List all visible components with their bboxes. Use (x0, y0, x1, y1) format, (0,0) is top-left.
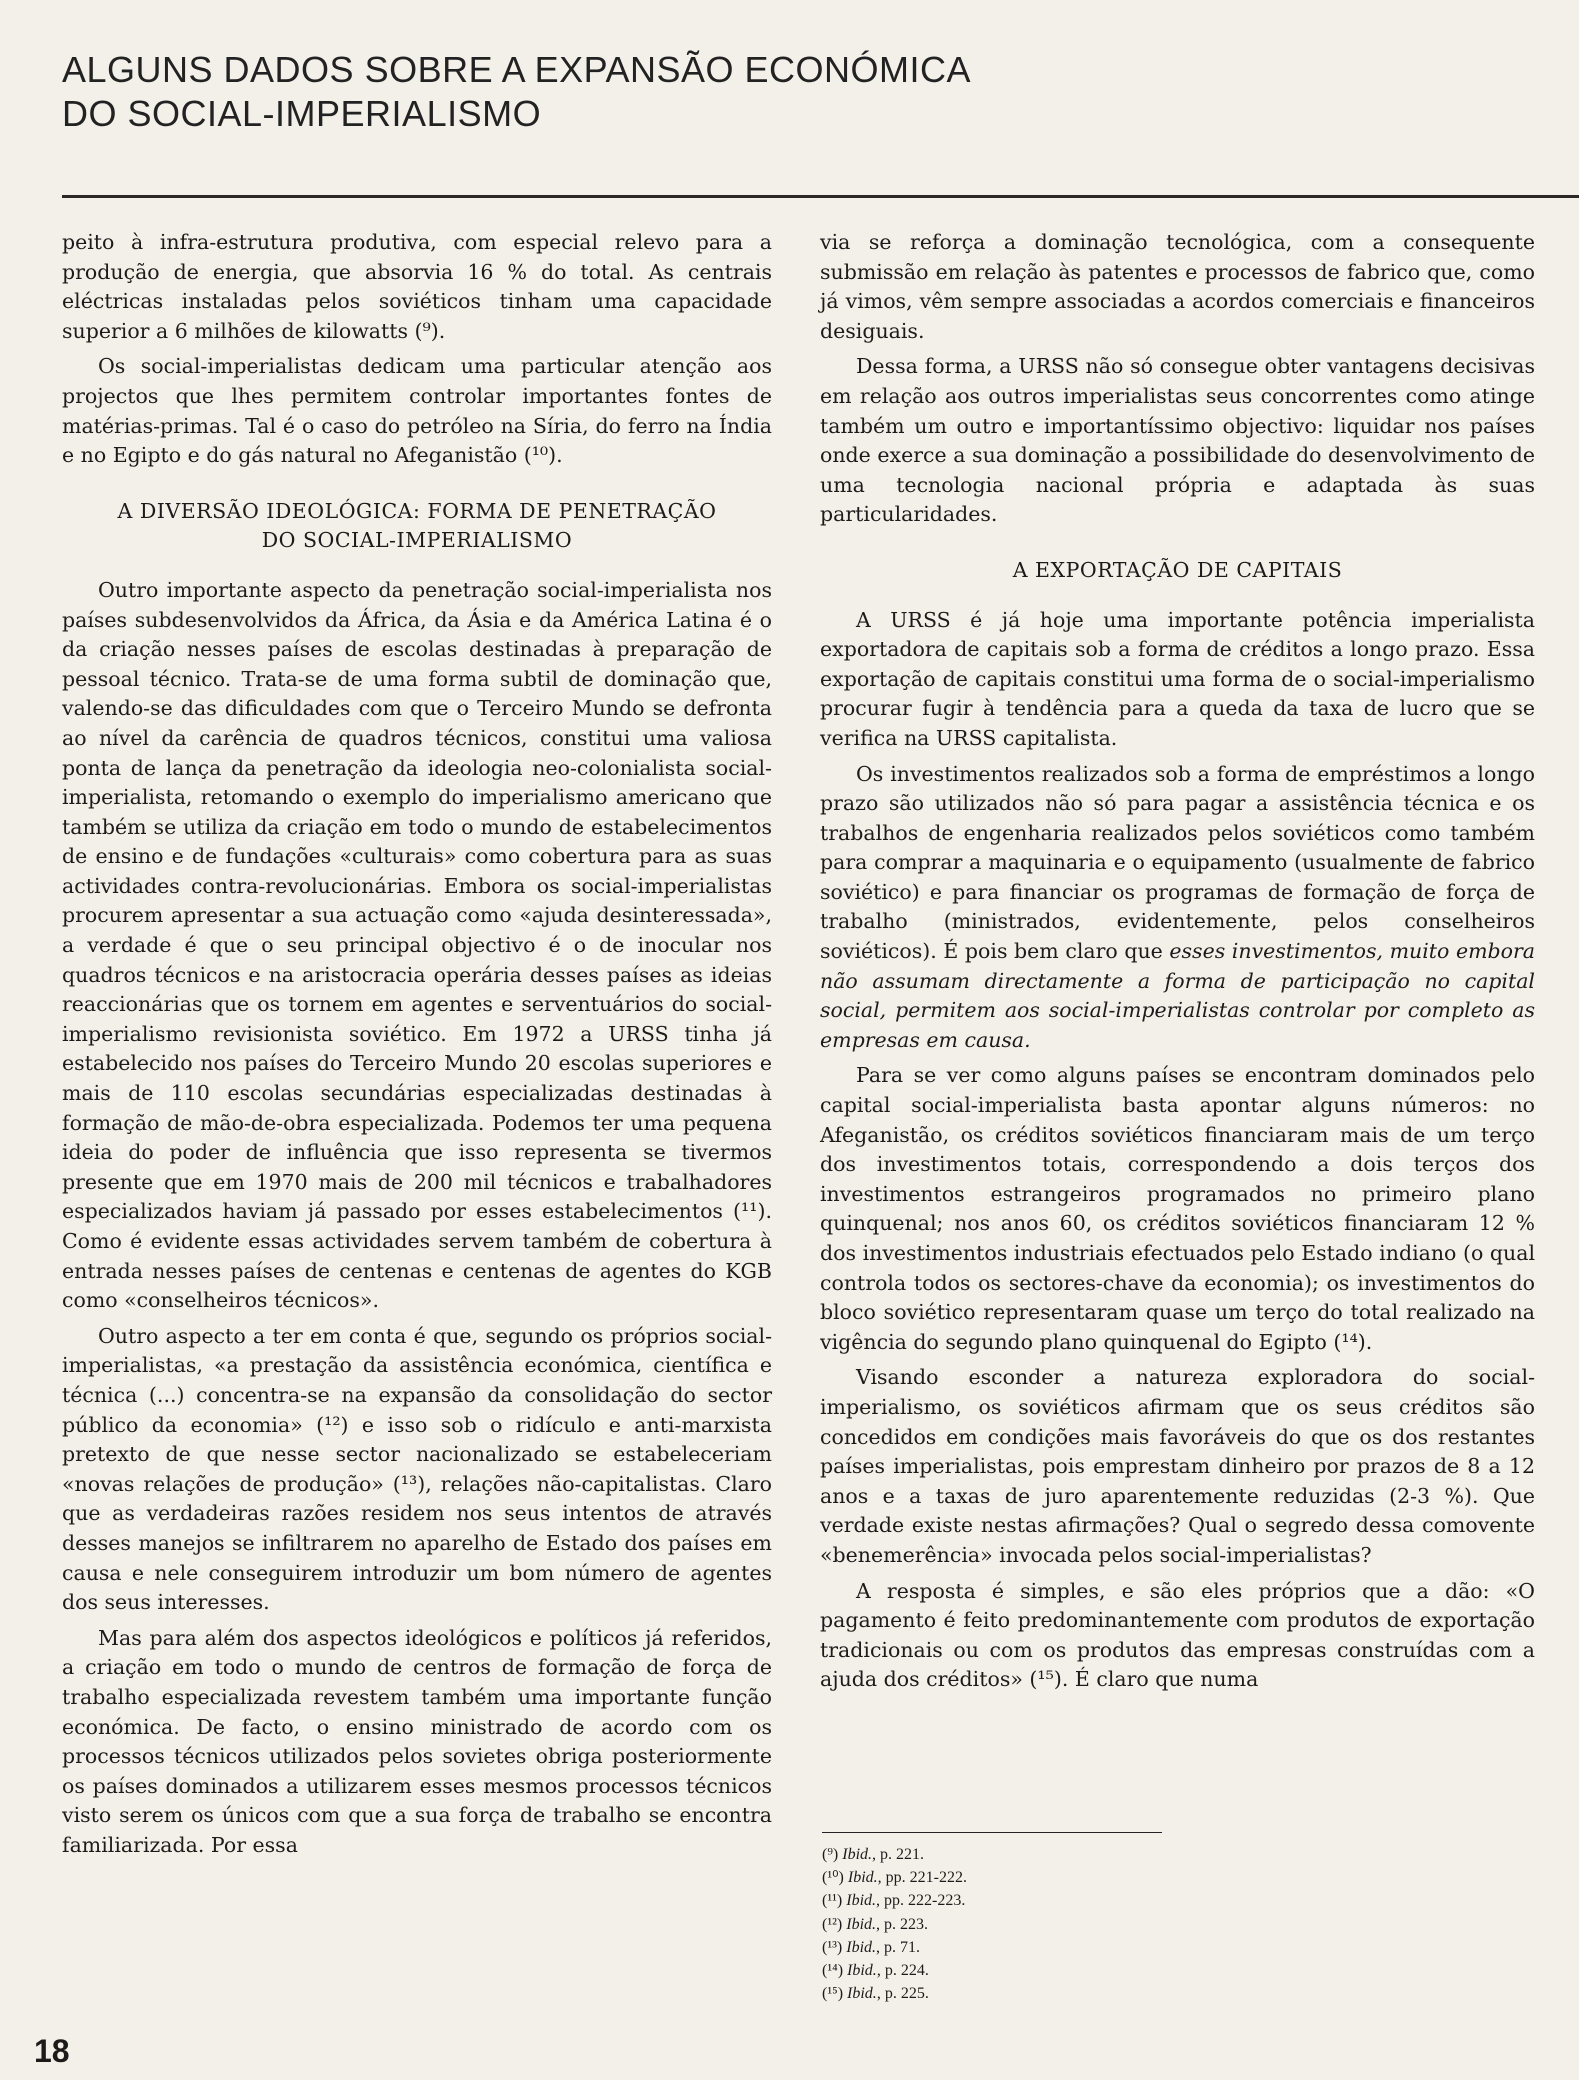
footnote-number: (¹¹) (822, 1892, 843, 1910)
paragraph: Visando esconder a natureza exploradora do social-imperialismo, os soviéticos afirmam que os seus créditos são concedidos em condições mais favoráveis do que os dos restantes países imperialistas, pois emprestam dinheiro por prazos de 8 a 12 anos e a taxas de juro aparentemente reduzidas (2-3 %). Que verdade existe nestas afirmações? Qual o segredo dessa comovente «benemerência» invocada pelos social-imperialistas? (820, 1365, 1535, 1567)
footnote-ref: Ibid. (842, 1846, 873, 1863)
header-title-line2: DO SOCIAL-IMPERIALISMO (62, 93, 542, 134)
footnote-page: , pp. 221-222. (877, 1869, 967, 1887)
paragraph: Mas para além dos aspectos ideológicos e políticos já referidos, a criação em todo o mundo de centros de formação de força de trabalho especializada revestem também uma importante função económica. De facto, o ensino ministrado de acordo com os processos técnicos utilizados pelos sovietes obriga posteriormente os países dominados a utilizarem esses mesmos processos técnicos visto serem os únicos com que a sua força de trabalho se encontra familiarizada. Por essa (62, 1625, 772, 1857)
footnote-page: , p. 223. (876, 1915, 929, 1933)
footnote (822, 1936, 1162, 1959)
footnote-number: (¹⁵) (822, 1985, 844, 2003)
footnote-number: (¹²) (822, 1915, 843, 1933)
footnote (822, 1866, 1162, 1889)
paragraph (820, 760, 1535, 1056)
footnote-ref: Ibid. (847, 1962, 877, 1980)
footnote-ref: Ibid. (846, 1938, 877, 1956)
paragraph: A resposta é simples, e são eles próprios que a dão: «O pagamento é feito predominantemente com produtos de exportação tradicionais ou com os produtos das empresas construídas com a ajuda dos créditos» (¹⁵). É claro que numa (820, 1578, 1535, 1692)
section-heading-capitais: A EXPORTAÇÃO DE CAPITAIS (1012, 557, 1343, 582)
paragraph: Outro importante aspecto da penetração social-imperialista nos países subdesenvolvidos da África, da Ásia e da América Latina é o da criação nesses países de escolas destinadas à preparação de pessoal técnico. Trata-se de uma forma subtil de dominação que, valendo-se das dificuldades com que o Terceiro Mundo se defronta ao nível da carência de quadros técnicos, constitui uma valiosa ponta de lança da penetração da ideologia neo-colonialista social-imperialista, retomando o exemplo do imperialismo americano que também se utiliza da criação em todo o mundo de estabelecimentos de ensino e de fundações «culturais» como cobertura para as suas actividades contra-revolucionárias. Embora os social-imperialistas procurem apresentar a sua actuação como «ajuda desinteressada», a verdade é que o seu principal objectivo é o de inocular nos quadros técnicos e na aristocracia operária desses países as ideias reaccionárias que os tornem em agentes e serventuários do social-imperialismo revisionista soviético. Em 1972 a URSS tinha já estabelecido nos países do Terceiro Mundo 20 escolas superiores e mais de 110 escolas secundárias especializadas destinadas à formação de mão-de-obra especializada. Podemos ter uma pequena ideia do poder de influência que isso representa se tivermos presente que em 1970 mais de 200 mil técnicos e trabalhadores especializados haviam já passado por esses estabelecimentos (¹¹). Como é evidente essas actividades servem também de cobertura à entrada nesses países de centenas e centenas de agentes do KGB como «conselheiros técnicos». (62, 577, 772, 1313)
footnote (822, 1889, 1162, 1912)
paragraph: Os social-imperialistas dedicam uma particular atenção aos projectos que lhes permitem controlar importantes fontes de matérias-primas. Tal é o caso do petróleo na Síria, do ferro na Índia e no Egipto e do gás natural no Afeganistão (¹⁰). (62, 354, 772, 468)
footnote-number: (⁹) (822, 1846, 839, 1863)
footnote-page: , p. 221. (872, 1846, 925, 1863)
footnote-page: , p. 225. (876, 1985, 929, 2003)
paragraph: peito à infra-estrutura produtiva, com especial relevo para a produção de energia, que absorvia 16 % do total. As centrais eléctricas instaladas pelos soviéticos tinham uma capacidade superior a 6 milhões de kilowatts (⁹). (62, 230, 772, 343)
paragraph: A URSS é já hoje uma importante potência imperialista exportadora de capitais sob a forma de créditos a longo prazo. Essa exportação de capitais constitui uma forma de o social-imperialismo procurar fugir à tendência para a queda da taxa de lucro que se verifica na URSS capitalista. (820, 607, 1535, 750)
paragraph: Dessa forma, a URSS não só consegue obter vantagens decisivas em relação aos outros imperialistas seus concorrentes como atinge também um outro e importantíssimo objectivo: liquidar nos países onde exerce a sua dominação a possibilidade do desenvolvimento de uma tecnologia nacional própria e adaptada às suas particularidades. (820, 354, 1535, 527)
paragraph: via se reforça a dominação tecnológica, com a consequente submissão em relação às patentes e processos de fabrico que, como já vimos, vêm sempre associadas a acordos comerciais e financeiros desiguais. (820, 230, 1535, 343)
paragraph: Outro aspecto a ter em conta é que, segundo os próprios social-imperialistas, «a prestação da assistência económica, científica e técnica (...) concentra-se na expansão da consolidação do sector público da economia» (¹²) e isso sob o ridículo e anti-marxista pretexto de que nesse sector nacionalizado se estabeleceriam «novas relações de produção» (¹³), relações não-capitalistas. Claro que as verdadeiras razões residem nos seus intentos de através desses manejos se infiltrarem no aparelho de Estado dos países em causa e nele conseguirem introduzir um bom número de agentes dos seus interesses. (62, 1323, 772, 1615)
footnote (822, 1843, 1162, 1866)
section-heading-line1: A DIVERSÃO IDEOLÓGICA: FORMA DE PENETRAÇÃO (117, 498, 717, 523)
footnote-ref: Ibid. (846, 1915, 877, 1933)
left-column (62, 228, 772, 1866)
paragraph: Para se ver como alguns países se encontram dominados pelo capital social-imperialista basta apontar alguns números: no Afeganistão, os créditos soviéticos financiaram mais de um terço dos investimentos totais, correspondendo a dois terços dos investimentos estrangeiros programados no primeiro plano quinquenal; nos anos 60, os créditos soviéticos financiaram 12 % dos investimentos industriais efectuados pelo Estado indiano (o qual controla todos os sectores-chave da economia); os investimentos do bloco soviético representaram quase um terço do total realizado na vigência do segundo plano quinquenal do Egipto (¹⁴). (820, 1063, 1535, 1354)
footnote-number: (¹⁰) (822, 1869, 844, 1887)
footnote-page: , p. 224. (876, 1962, 929, 1980)
header-title-line1: ALGUNS DADOS SOBRE A EXPANSÃO ECONÓMICA (62, 49, 972, 90)
footnote-number: (¹⁴) (822, 1962, 844, 1980)
footnote-page: , p. 71. (876, 1938, 921, 1956)
page-header (62, 48, 971, 136)
footnote-number: (¹³) (822, 1938, 843, 1956)
footnote (822, 1982, 1162, 2005)
footnote (822, 1913, 1162, 1936)
footnote-ref: Ibid. (847, 1985, 877, 2003)
footnote-ref: Ibid. (846, 1892, 877, 1910)
paragraph-text: Os investimentos realizados sob a forma de empréstimos a longo prazo são utilizados não só para pagar a assistência técnica e os trabalhos de engenharia realizados pelos soviéticos como também para comprar a maquinaria e o equipamento (usualmente de fabrico soviético) e para financiar os programas de formação de força de trabalho (ministrados, evidentemente, pelos conselheiros soviéticos). É pois bem claro que (820, 761, 1535, 964)
emphasized-text: esses investimentos, muito embora não assumam directamente a forma de participação no capital social, permitem aos social-imperialistas controlar por completo as empresas em causa. (820, 939, 1535, 1052)
footnote (822, 1959, 1162, 1982)
page-number: 18 (34, 2033, 70, 2069)
header-rule (62, 195, 1579, 198)
footnotes (822, 1832, 1162, 2005)
footnote-ref: Ibid. (847, 1869, 878, 1887)
right-column (820, 228, 1535, 1701)
section-heading-line2: DO SOCIAL-IMPERIALISMO (261, 528, 573, 553)
footnote-page: , pp. 222-223. (876, 1892, 966, 1910)
section-heading-ideologia (62, 497, 772, 556)
